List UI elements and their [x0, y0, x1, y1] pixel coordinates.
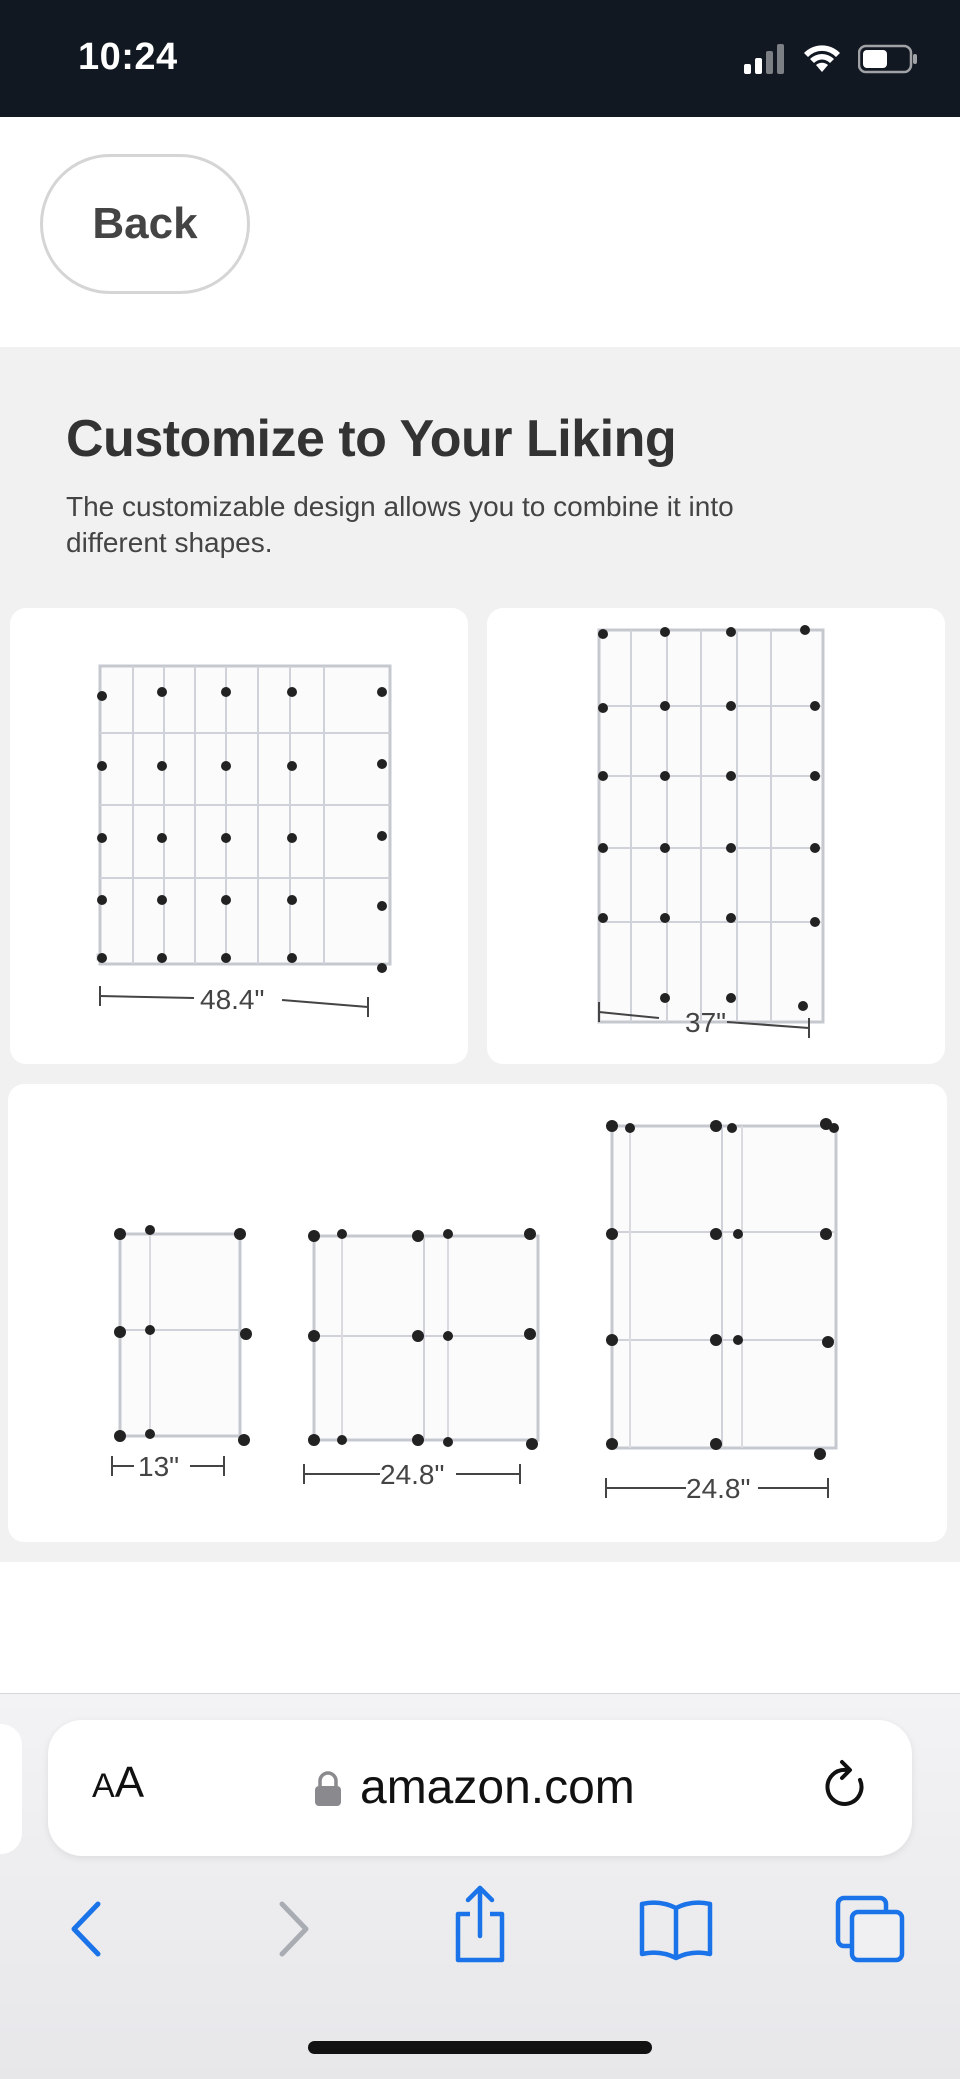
home-indicator: [308, 2041, 652, 2054]
grid-4x4: [100, 666, 390, 964]
previous-tab-edge[interactable]: [0, 1724, 22, 1854]
lock-icon: [312, 1770, 344, 1808]
dimension-label: 13": [138, 1451, 180, 1482]
bookmarks-icon[interactable]: [638, 1894, 714, 1964]
signal-icon: [744, 44, 786, 74]
content-section: [0, 347, 960, 1562]
status-bar: [0, 0, 960, 117]
status-time: 10:24: [78, 36, 178, 78]
product-image-3x5[interactable]: [487, 608, 945, 1064]
dimension-label: 24.8": [380, 1459, 445, 1490]
browser-chrome: [0, 1693, 960, 2079]
wifi-icon: [802, 44, 842, 74]
config-2x3: [606, 1118, 839, 1504]
battery-icon: [858, 44, 918, 74]
config-1x2: [112, 1225, 252, 1482]
top-area: [0, 117, 960, 347]
reader-text-button[interactable]: [92, 1758, 144, 1808]
cube-storage-3x5-illustration: [487, 608, 945, 1064]
section-title: Customize to Your Liking: [66, 410, 677, 468]
url-text: amazon.com: [360, 1761, 635, 1814]
address-bar[interactable]: [48, 1720, 912, 1856]
reload-icon[interactable]: [820, 1758, 872, 1814]
back-button[interactable]: Back: [40, 154, 250, 294]
dimension-label: 48.4": [200, 984, 265, 1015]
cube-storage-4x4-illustration: [10, 608, 468, 1064]
cube-storage-small-illustrations: [8, 1084, 947, 1542]
status-icons: [744, 44, 918, 74]
product-image-small-configs[interactable]: [8, 1084, 947, 1542]
aa-small-letter: A: [92, 1767, 115, 1805]
dimension-label: 24.8": [686, 1473, 751, 1504]
tabs-icon[interactable]: [834, 1894, 906, 1964]
product-image-4x4[interactable]: [10, 608, 468, 1064]
browser-toolbar: [0, 1894, 960, 2004]
back-arrow-icon[interactable]: [64, 1894, 114, 1964]
aa-large-letter: A: [114, 1758, 145, 1807]
dimension-label: 37": [685, 1007, 727, 1038]
share-icon[interactable]: [450, 1882, 510, 1966]
section-description: The customizable design allows you to combine it into different shapes.: [66, 491, 734, 558]
config-2x2: [304, 1228, 538, 1490]
forward-arrow-icon[interactable]: [268, 1894, 318, 1964]
